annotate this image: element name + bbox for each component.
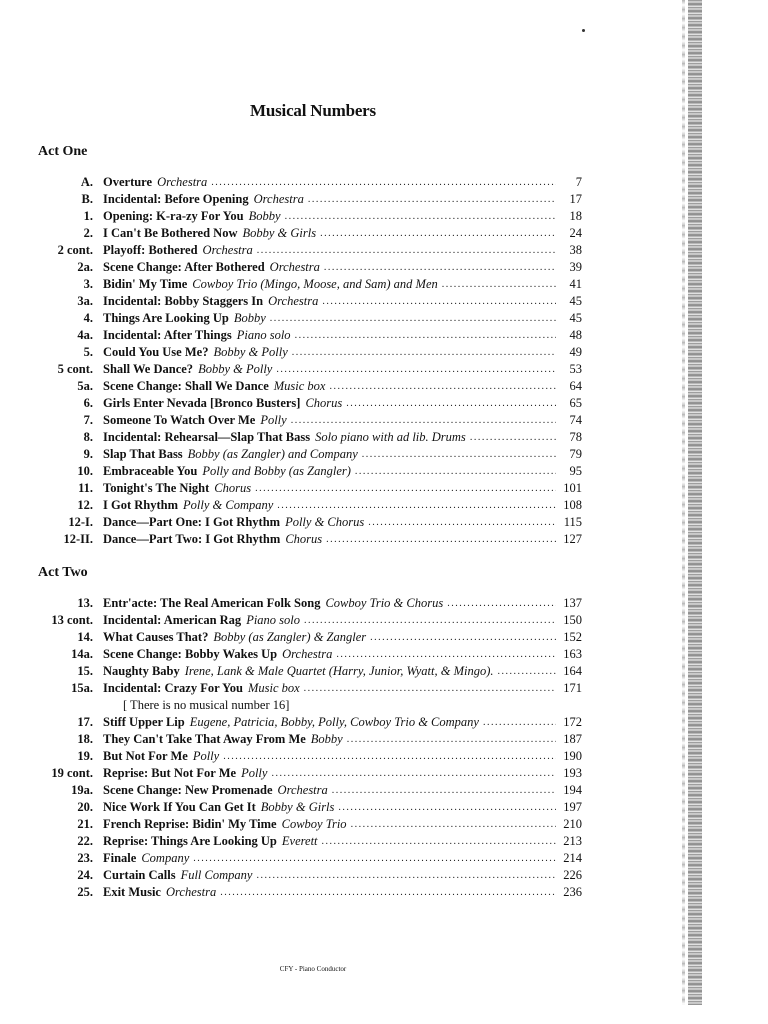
entry-page-number: 171 xyxy=(563,681,582,695)
dot-leader xyxy=(362,446,556,463)
entry-body xyxy=(103,446,556,463)
entry-body xyxy=(103,816,556,833)
entry-credit: Bobby (as Zangler) & Zangler xyxy=(213,630,367,644)
entry-title: Scene Change: Bobby Wakes Up xyxy=(103,647,278,661)
entry-page-number: 127 xyxy=(563,532,582,546)
dot-leader xyxy=(295,327,556,344)
dot-leader xyxy=(255,480,556,497)
entry-body xyxy=(103,310,556,327)
entry-title: Opening: K-ra-zy For You xyxy=(103,209,244,223)
toc-entry xyxy=(0,663,600,680)
toc-entry xyxy=(0,208,600,225)
entry-body xyxy=(103,833,556,850)
entry-credit: Bobby xyxy=(248,209,281,223)
entry-credit: Orchestra xyxy=(253,192,304,206)
toc-entry xyxy=(0,174,600,191)
entry-page-number: 24 xyxy=(569,226,582,240)
toc-entry xyxy=(0,327,600,344)
entry-credit: Cowboy Trio xyxy=(281,817,347,831)
toc-entry xyxy=(0,595,600,612)
toc-entry xyxy=(0,531,600,548)
entry-body xyxy=(103,327,556,344)
act-one-heading: Act One xyxy=(38,144,88,159)
dot-leader xyxy=(270,310,556,327)
entry-page-number: 187 xyxy=(563,732,582,746)
entry-title: Things Are Looking Up xyxy=(103,311,229,325)
entry-credit: Orchestra xyxy=(277,783,328,797)
toc-entry xyxy=(0,446,600,463)
entry-body xyxy=(103,208,556,225)
entry-number: 4a. xyxy=(77,328,93,342)
entry-credit: Orchestra xyxy=(282,647,333,661)
entry-title: Shall We Dance? xyxy=(103,362,194,376)
entry-body xyxy=(103,191,556,208)
entry-number: 13 cont. xyxy=(51,613,93,627)
entry-credit: Orchestra xyxy=(269,260,320,274)
dot-leader xyxy=(292,344,556,361)
entry-number: 3. xyxy=(83,277,93,291)
entry-credit: Company xyxy=(141,851,190,865)
dot-leader xyxy=(277,497,556,514)
entry-number: 15. xyxy=(77,664,93,678)
entry-credit: Cowboy Trio & Chorus xyxy=(325,596,444,610)
act-one-list xyxy=(0,174,600,548)
entry-title: Reprise: Things Are Looking Up xyxy=(103,834,277,848)
entry-body xyxy=(103,259,556,276)
dot-leader xyxy=(291,412,556,429)
entry-page-number: 49 xyxy=(569,345,582,359)
toc-entry xyxy=(0,191,600,208)
entry-page-number: 150 xyxy=(563,613,582,627)
entry-number: 12-II. xyxy=(63,532,93,546)
entry-body xyxy=(103,395,556,412)
dot-leader xyxy=(257,242,556,259)
entry-page-number: 163 xyxy=(563,647,582,661)
act-two-heading: Act Two xyxy=(38,565,88,580)
act-two-list xyxy=(0,595,600,901)
toc-entry xyxy=(0,276,600,293)
entry-title: Overture xyxy=(103,175,153,189)
entry-body xyxy=(103,850,556,867)
entry-title: Finale xyxy=(103,851,137,865)
dot-leader xyxy=(304,612,556,629)
entry-number: 24. xyxy=(77,868,93,882)
entry-number: 12-I. xyxy=(68,515,93,529)
entry-title: Slap That Bass xyxy=(103,447,183,461)
entry-page-number: 236 xyxy=(563,885,582,899)
dot-leader xyxy=(211,174,556,191)
toc-entry xyxy=(0,463,600,480)
entry-body xyxy=(103,378,556,395)
entry-number: 1. xyxy=(83,209,93,223)
entry-credit: Piano solo xyxy=(236,328,291,342)
entry-title: Incidental: American Rag xyxy=(103,613,242,627)
entry-credit: Full Company xyxy=(180,868,253,882)
toc-entry xyxy=(0,344,600,361)
entry-number: 3a. xyxy=(77,294,93,308)
entry-number: 13. xyxy=(77,596,93,610)
entry-number: 25. xyxy=(77,885,93,899)
entry-credit: Eugene, Patricia, Bobby, Polly, Cowboy Trio & Company xyxy=(189,715,479,729)
entry-title: Dance—Part One: I Got Rhythm xyxy=(103,515,281,529)
entry-number: B. xyxy=(81,192,93,206)
entry-title: Entr'acte: The Real American Folk Song xyxy=(103,596,321,610)
toc-entry xyxy=(0,310,600,327)
entry-title: Scene Change: After Bothered xyxy=(103,260,265,274)
entry-credit: Chorus xyxy=(214,481,252,495)
entry-body xyxy=(103,595,556,612)
entry-credit: Piano solo xyxy=(246,613,301,627)
entry-credit: Chorus xyxy=(285,532,323,546)
entry-number: 19 cont. xyxy=(51,766,93,780)
entry-credit: Orchestra xyxy=(157,175,208,189)
entry-number: 5. xyxy=(83,345,93,359)
dot-leader xyxy=(329,378,556,395)
entry-body xyxy=(103,765,556,782)
entry-title: Naughty Baby xyxy=(103,664,180,678)
dot-leader xyxy=(326,531,556,548)
entry-number: 15a. xyxy=(71,681,93,695)
entry-credit: Polly and Bobby (as Zangler) xyxy=(202,464,351,478)
entry-credit: Orchestra xyxy=(165,885,217,899)
entry-body xyxy=(103,531,556,548)
page-footer: CFY - Piano Conductor xyxy=(279,965,347,973)
entry-page-number: 214 xyxy=(563,851,582,865)
toc-entry xyxy=(0,429,600,446)
toc-entry xyxy=(0,242,600,259)
entry-credit: Music box xyxy=(273,379,326,393)
entry-credit: Polly xyxy=(260,413,287,427)
entry-title: Incidental: Before Opening xyxy=(103,192,249,206)
entry-credit: Bobby & Girls xyxy=(260,800,335,814)
entry-body xyxy=(103,361,556,378)
entry-credit: Cowboy Trio (Mingo, Moose, and Sam) and Men xyxy=(192,277,438,291)
entry-body xyxy=(103,629,556,646)
entry-body xyxy=(103,463,556,480)
entry-body xyxy=(103,782,556,799)
dot-leader xyxy=(322,833,556,850)
entry-title: French Reprise: Bidin' My Time xyxy=(103,817,277,831)
entry-title: Incidental: Rehearsal—Slap That Bass xyxy=(103,430,311,444)
entry-number: 5 cont. xyxy=(57,362,93,376)
entry-number: 2a. xyxy=(77,260,93,274)
entry-body xyxy=(103,867,556,884)
toc-entry xyxy=(0,612,600,629)
entry-page-number: 41 xyxy=(569,277,582,291)
entry-page-number: 137 xyxy=(563,596,582,610)
entry-page-number: 45 xyxy=(569,311,582,325)
entry-number: 8. xyxy=(83,430,93,444)
entry-credit: Polly xyxy=(192,749,220,763)
dot-leader xyxy=(276,361,556,378)
dot-leader xyxy=(308,191,556,208)
dot-leader xyxy=(338,799,556,816)
entry-title: Bidin' My Time xyxy=(103,277,188,291)
entry-page-number: 226 xyxy=(563,868,582,882)
toc-entry xyxy=(0,731,600,748)
entry-page-number: 190 xyxy=(563,749,582,763)
entry-title: Dance—Part Two: I Got Rhythm xyxy=(103,532,281,546)
entry-body xyxy=(103,514,556,531)
entry-title: Someone To Watch Over Me xyxy=(103,413,256,427)
dot-leader xyxy=(271,765,556,782)
entry-page-number: 18 xyxy=(569,209,582,223)
dot-leader xyxy=(223,748,556,765)
entry-credit: Orchestra xyxy=(268,294,319,308)
toc-entry xyxy=(0,629,600,646)
entry-credit: Irene, Lank & Male Quartet (Harry, Junior, Wyatt, & Mingo). xyxy=(184,664,494,678)
toc-entry xyxy=(0,799,600,816)
entry-page-number: 74 xyxy=(569,413,582,427)
entry-body xyxy=(103,731,556,748)
toc-entry xyxy=(0,412,600,429)
dot-leader xyxy=(347,731,556,748)
entry-credit: Bobby & Girls xyxy=(242,226,317,240)
dot-leader xyxy=(370,629,556,646)
scan-speck xyxy=(582,29,585,32)
dot-leader xyxy=(256,867,556,884)
entry-title: Incidental: Bobby Staggers In xyxy=(103,294,264,308)
entry-credit: Polly & Chorus xyxy=(285,515,365,529)
entry-number: 6. xyxy=(83,396,93,410)
toc-entry xyxy=(0,395,600,412)
entry-page-number: 45 xyxy=(569,294,582,308)
entry-credit: Bobby (as Zangler) and Company xyxy=(187,447,358,461)
dot-leader xyxy=(322,293,556,310)
entry-page-number: 48 xyxy=(569,328,582,342)
entry-page-number: 197 xyxy=(563,800,582,814)
toc-entry xyxy=(0,646,600,663)
entry-page-number: 193 xyxy=(563,766,582,780)
dot-leader xyxy=(346,395,556,412)
toc-entry xyxy=(0,293,600,310)
toc-entry xyxy=(0,833,600,850)
entry-body xyxy=(103,680,556,697)
dot-leader xyxy=(220,884,556,901)
dot-leader xyxy=(483,714,556,731)
entry-credit: Polly xyxy=(241,766,268,780)
toc-entry xyxy=(0,816,600,833)
toc-entry xyxy=(0,378,600,395)
toc-entry xyxy=(0,480,600,497)
act-two-list-part-a xyxy=(0,595,600,697)
entry-number: 2. xyxy=(83,226,93,240)
toc-entry xyxy=(0,680,600,697)
entry-title: Playoff: Bothered xyxy=(103,243,198,257)
entry-body xyxy=(103,714,556,731)
entry-page-number: 53 xyxy=(569,362,582,376)
entry-page-number: 101 xyxy=(563,481,582,495)
entry-number: 10. xyxy=(77,464,93,478)
entry-page-number: 64 xyxy=(569,379,582,393)
entry-body xyxy=(103,497,556,514)
entry-body xyxy=(103,242,556,259)
entry-number: 19a. xyxy=(71,783,93,797)
dot-leader xyxy=(368,514,556,531)
entry-body xyxy=(103,663,556,680)
missing-number-note: [ There is no musical number 16] xyxy=(123,698,290,712)
dot-leader xyxy=(498,663,556,680)
entry-page-number: 39 xyxy=(569,260,582,274)
dot-leader xyxy=(324,259,556,276)
entry-page-number: 172 xyxy=(563,715,582,729)
entry-body xyxy=(103,884,556,901)
entry-body xyxy=(103,646,556,663)
entry-credit: Bobby xyxy=(233,311,266,325)
dot-leader xyxy=(351,816,556,833)
entry-body xyxy=(103,276,556,293)
toc-entry xyxy=(0,259,600,276)
toc-entry xyxy=(0,714,600,731)
entry-number: 21. xyxy=(77,817,93,831)
dot-leader xyxy=(320,225,556,242)
entry-number: 2 cont. xyxy=(57,243,93,257)
entry-number: 22. xyxy=(77,834,93,848)
dot-leader xyxy=(447,595,556,612)
entry-page-number: 115 xyxy=(563,515,582,529)
entry-number: 18. xyxy=(77,732,93,746)
toc-entry xyxy=(0,782,600,799)
entry-page-number: 79 xyxy=(569,447,582,461)
entry-page-number: 7 xyxy=(575,175,582,189)
entry-body xyxy=(103,293,556,310)
entry-page-number: 95 xyxy=(569,464,582,478)
entry-title: What Causes That? xyxy=(103,630,209,644)
dot-leader xyxy=(470,429,556,446)
entry-title: They Can't Take That Away From Me xyxy=(103,732,306,746)
entry-body xyxy=(103,225,556,242)
entry-page-number: 108 xyxy=(563,498,582,512)
entry-number: 23. xyxy=(77,851,93,865)
dot-leader xyxy=(285,208,556,225)
entry-page-number: 17 xyxy=(569,192,582,206)
dot-leader xyxy=(193,850,556,867)
entry-number: 7. xyxy=(83,413,93,427)
entry-credit: Bobby xyxy=(310,732,343,746)
entry-number: 4. xyxy=(83,311,93,325)
entry-page-number: 164 xyxy=(563,664,582,678)
entry-number: 14. xyxy=(77,630,93,644)
toc-entry xyxy=(0,884,600,901)
toc-entry xyxy=(0,867,600,884)
entry-credit: Music box xyxy=(247,681,300,695)
entry-page-number: 65 xyxy=(569,396,582,410)
entry-title: But Not For Me xyxy=(103,749,188,763)
entry-number: 5a. xyxy=(77,379,93,393)
entry-title: Tonight's The Night xyxy=(103,481,210,495)
entry-title: Nice Work If You Can Get It xyxy=(103,800,256,814)
entry-page-number: 78 xyxy=(569,430,582,444)
entry-body xyxy=(103,480,556,497)
entry-body xyxy=(103,412,556,429)
entry-title: Stiff Upper Lip xyxy=(103,715,185,729)
entry-title: Scene Change: New Promenade xyxy=(103,783,273,797)
entry-credit: Solo piano with ad lib. Drums xyxy=(315,430,466,444)
toc-entry xyxy=(0,361,600,378)
entry-body xyxy=(103,612,556,629)
entry-body xyxy=(103,799,556,816)
entry-title: Incidental: Crazy For You xyxy=(103,681,243,695)
entry-body xyxy=(103,748,556,765)
entry-page-number: 213 xyxy=(563,834,582,848)
entry-title: Reprise: But Not For Me xyxy=(103,766,237,780)
toc-entry xyxy=(0,850,600,867)
entry-number: A. xyxy=(80,175,93,189)
toc-entry xyxy=(0,225,600,242)
entry-number: 19. xyxy=(77,749,93,763)
toc-entry xyxy=(0,765,600,782)
entry-title: I Got Rhythm xyxy=(103,498,179,512)
entry-credit: Polly & Company xyxy=(183,498,274,512)
entry-body xyxy=(103,429,556,446)
entry-credit: Everett xyxy=(281,834,318,848)
entry-body xyxy=(103,344,556,361)
dot-leader xyxy=(442,276,556,293)
entry-title: Embraceable You xyxy=(103,464,198,478)
toc-entry xyxy=(0,514,600,531)
entry-number: 14a. xyxy=(71,647,93,661)
entry-credit: Bobby & Polly xyxy=(198,362,273,376)
dot-leader xyxy=(355,463,556,480)
entry-title: Exit Music xyxy=(103,885,161,899)
entry-page-number: 38 xyxy=(569,243,582,257)
entry-page-number: 152 xyxy=(563,630,582,644)
page-title: Musical Numbers xyxy=(250,101,376,120)
entry-number: 12. xyxy=(77,498,93,512)
entry-title: Could You Use Me? xyxy=(103,345,209,359)
dot-leader xyxy=(336,646,556,663)
entry-page-number: 194 xyxy=(563,783,582,797)
entry-number: 9. xyxy=(83,447,93,461)
entry-credit: Orchestra xyxy=(202,243,253,257)
entry-title: Scene Change: Shall We Dance xyxy=(103,379,269,393)
entry-title: Incidental: After Things xyxy=(103,328,232,342)
entry-title: Girls Enter Nevada [Bronco Busters] xyxy=(103,396,301,410)
entry-number: 20. xyxy=(77,800,93,814)
entry-credit: Chorus xyxy=(305,396,343,410)
entry-title: I Can't Be Bothered Now xyxy=(103,226,238,240)
toc-entry xyxy=(0,497,600,514)
entry-body xyxy=(103,174,556,191)
entry-number: 17. xyxy=(77,715,93,729)
entry-title: Curtain Calls xyxy=(103,868,176,882)
entry-number: 11. xyxy=(78,481,93,495)
dot-leader xyxy=(304,680,556,697)
entry-page-number: 210 xyxy=(563,817,582,831)
dot-leader xyxy=(332,782,556,799)
scanned-binding-edge xyxy=(688,0,702,1005)
toc-entry xyxy=(0,748,600,765)
act-two-list-part-b xyxy=(0,714,600,901)
entry-credit: Bobby & Polly xyxy=(213,345,288,359)
